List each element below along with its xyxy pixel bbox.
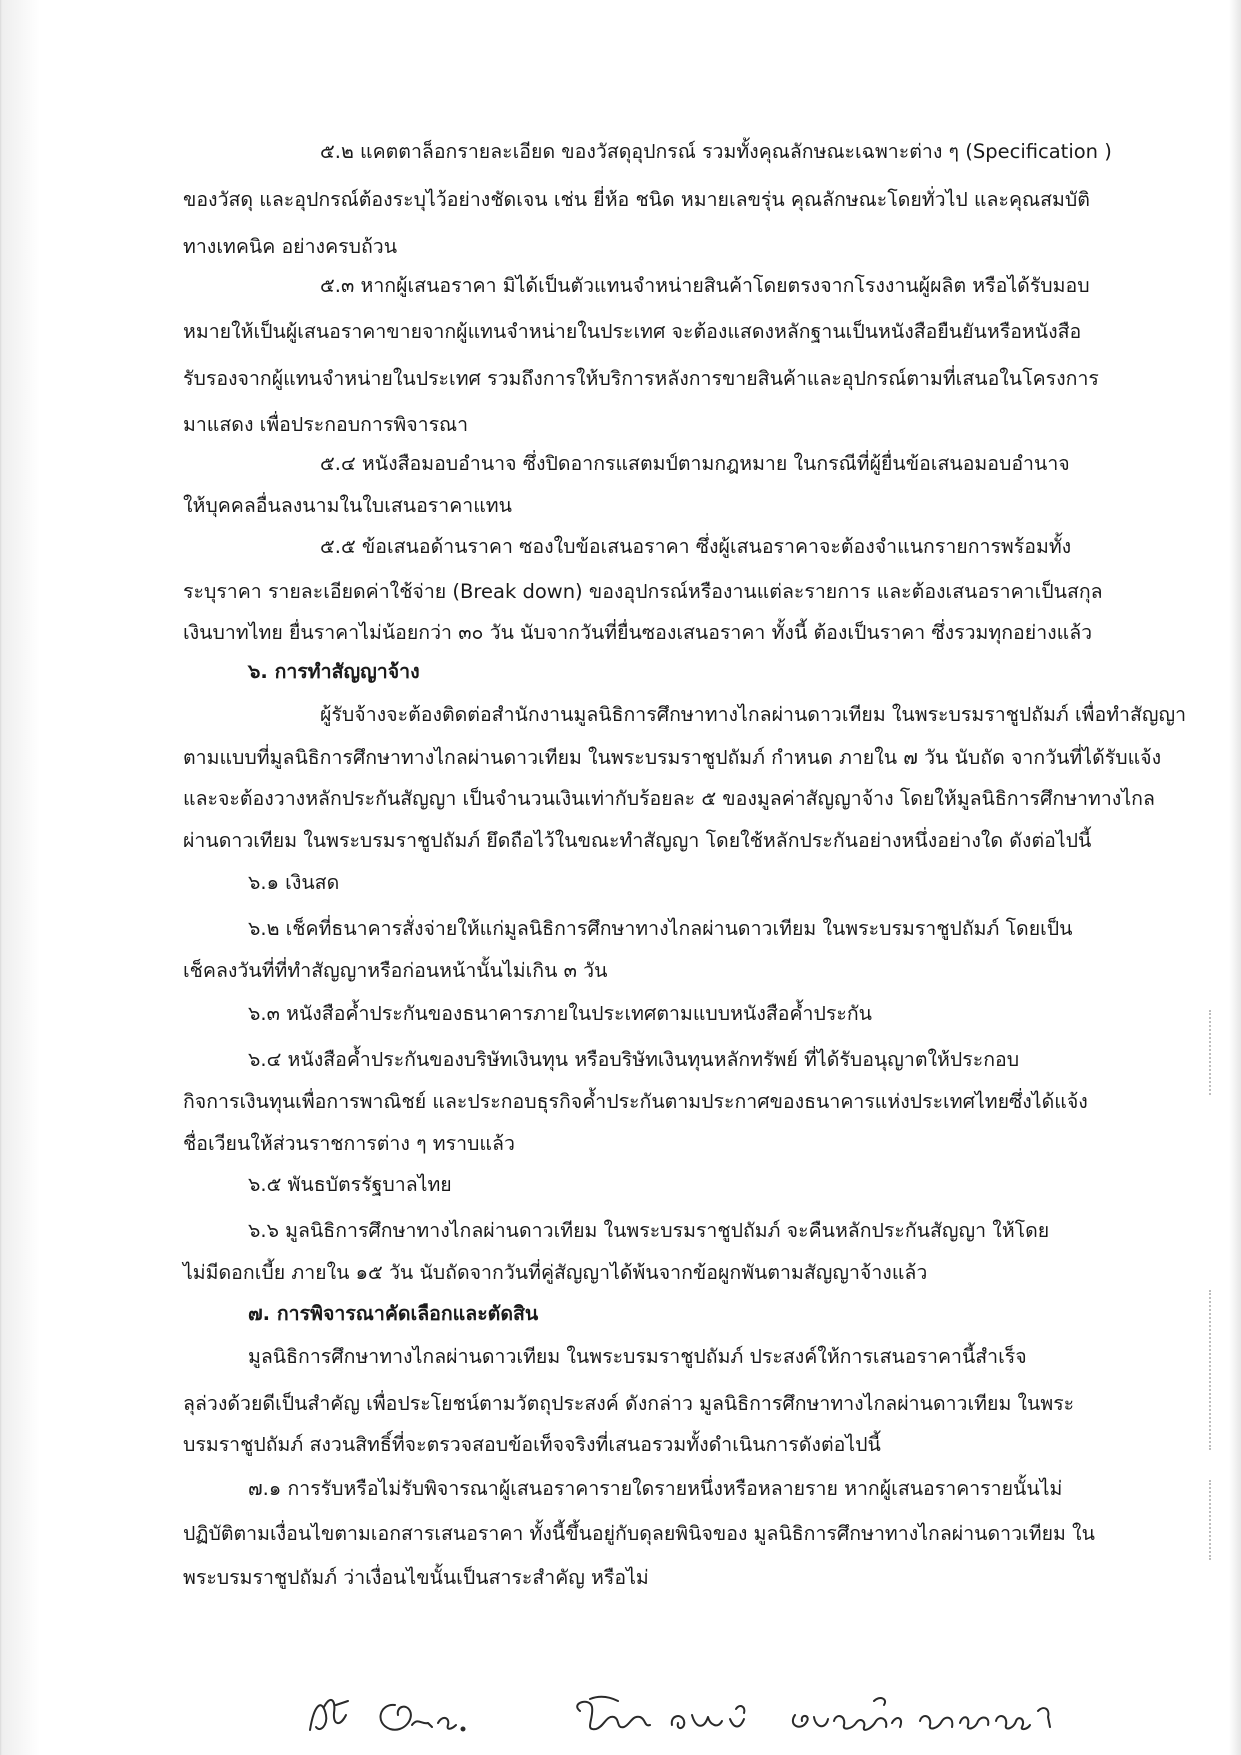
text-line: ผู้รับจ้างจะต้องติดต่อสำนักงานมูลนิธิการศึกษาทางไกลผ่านดาวเทียม ในพระบรมราชูปถัมภ์ เพื่อทำสัญญา xyxy=(320,703,1187,726)
signature-mark xyxy=(793,1698,901,1730)
signatures-drawing xyxy=(300,1685,1200,1745)
text-line: ๖.๒ เช็คที่ธนาคารสั่งจ่ายให้แก่มูลนิธิการศึกษาทางไกลผ่านดาวเทียม ในพระบรมราชูปถัมภ์ โดยเป็น xyxy=(248,917,1073,940)
text-line: หมายให้เป็นผู้เสนอราคาขายจากผู้แทนจำหน่ายในประเทศ จะต้องแสดงหลักฐานเป็นหนังสือยืนยันหรือหนังสือ xyxy=(183,320,1082,343)
text-line: ชื่อเวียนให้ส่วนราชการต่าง ๆ ทราบแล้ว xyxy=(183,1132,515,1155)
text-line: ลุล่วงด้วยดีเป็นสำคัญ เพื่อประโยชน์ตามวัตถุประสงค์ ดังกล่าว มูลนิธิการศึกษาทางไกลผ่านดาวเทียม ในพระ xyxy=(183,1392,1075,1415)
text-line: ๕.๒ แคตตาล็อกรายละเอียด ของวัสดุอุปกรณ์ รวมทั้งคุณลักษณะเฉพาะต่าง ๆ (Specification ) xyxy=(320,140,1112,163)
signature-mark xyxy=(310,1700,348,1730)
text-line: กิจการเงินทุนเพื่อการพาณิชย์ และประกอบธุรกิจค้ำประกันตามประกาศของธนาคารแห่งประเทศไทยซึ่งได้แจ้ง xyxy=(183,1090,1088,1113)
text-line: ของวัสดุ และอุปกรณ์ต้องระบุไว้อย่างชัดเจน เช่น ยี่ห้อ ชนิด หมายเลขรุ่น คุณลักษณะโดยทั่วไป และคุณสมบัติ xyxy=(183,188,1090,211)
text-line: ทางเทคนิค อย่างครบถ้วน xyxy=(183,235,398,258)
text-line: ๖.๕ พันธบัตรรัฐบาลไทย xyxy=(248,1173,452,1196)
section-heading: ๗. การพิจารณาคัดเลือกและตัดสิน xyxy=(248,1302,539,1325)
text-line: เช็คลงวันที่ที่ทำสัญญาหรือก่อนหน้านั้นไม่เกิน ๓ วัน xyxy=(183,959,608,982)
signature-mark xyxy=(672,1706,745,1728)
text-line: ๖.๓ หนังสือค้ำประกันของธนาคารภายในประเทศตามแบบหนังสือค้ำประกัน xyxy=(248,1002,872,1025)
text-line: ผ่านดาวเทียม ในพระบรมราชูปถัมภ์ ยึดถือไว้ในขณะทำสัญญา โดยใช้หลักประกันอย่างหนึ่งอย่างใด ดังต่อไปนี้ xyxy=(183,829,1092,852)
signature-mark xyxy=(462,1728,465,1731)
text-line: และจะต้องวางหลักประกันสัญญา เป็นจำนวนเงินเท่ากับร้อยละ ๕ ของมูลค่าสัญญาจ้าง โดยให้มูลนิธิการศึกษาทางไกล xyxy=(183,787,1155,810)
text-line: ๕.๕ ข้อเสนอด้านราคา ซองใบข้อเสนอราคา ซึ่งผู้เสนอราคาจะต้องจำแนกรายการพร้อมทั้ง xyxy=(320,535,1072,558)
text-line: เงินบาทไทย ยื่นราคาไม่น้อยกว่า ๓๐ วัน นับจากวันที่ยื่นซองเสนอราคา ทั้งนี้ ต้องเป็นราคา ซึ่งรวมทุกอย่างแล้ว xyxy=(183,621,1093,644)
text-line: มูลนิธิการศึกษาทางไกลผ่านดาวเทียม ในพระบรมราชูปถัมภ์ ประสงค์ให้การเสนอราคานี้สำเร็จ xyxy=(248,1345,1027,1368)
text-line: พระบรมราชูปถัมภ์ ว่าเงื่อนไขนั้นเป็นสาระสำคัญ หรือไม่ xyxy=(183,1566,649,1589)
text-line: ๕.๓ หากผู้เสนอราคา มิได้เป็นตัวแทนจำหน่ายสินค้าโดยตรงจากโรงงานผู้ผลิต หรือได้รับมอบ xyxy=(320,274,1090,297)
text-line: ๖.๑ เงินสด xyxy=(248,871,340,894)
scan-edge-left xyxy=(0,0,44,1755)
signature-mark xyxy=(381,1705,456,1730)
text-line: บรมราชูปถัมภ์ สงวนสิทธิ์ที่จะตรวจสอบข้อเท็จจริงที่เสนอรวมทั้งดำเนินการดังต่อไปนี้ xyxy=(183,1433,881,1456)
text-line: มาแสดง เพื่อประกอบการพิจารณา xyxy=(183,413,469,436)
section-heading: ๖. การทำสัญญาจ้าง xyxy=(248,660,420,683)
text-line: รับรองจากผู้แทนจำหน่ายในประเทศ รวมถึงการให้บริการหลังการขายสินค้าและอุปกรณ์ตามที่เสนอในโครงการ xyxy=(183,367,1099,390)
text-line: ระบุราคา รายละเอียดค่าใช้จ่าย (Break down) ของอุปกรณ์หรืองานแต่ละรายการ และต้องเสนอราคาเป็นสกุล xyxy=(183,580,1103,603)
text-line: ๖.๖ มูลนิธิการศึกษาทางไกลผ่านดาวเทียม ในพระบรมราชูปถัมภ์ จะคืนหลักประกันสัญญา ให้โดย xyxy=(248,1219,1050,1242)
signature-mark xyxy=(920,1708,1050,1729)
signature-mark xyxy=(577,1697,650,1729)
text-line: ๕.๔ หนังสือมอบอำนาจ ซึ่งปิดอากรแสตมป์ตามกฎหมาย ในกรณีที่ผู้ยื่นข้อเสนอมอบอำนาจ xyxy=(320,452,1070,475)
text-line: ปฏิบัติตามเงื่อนไขตามเอกสารเสนอราคา ทั้งนี้ขึ้นอยู่กับดุลยพินิจของ มูลนิธิการศึกษาทางไกลผ่านดาวเทียม ใน xyxy=(183,1522,1095,1545)
text-line: ๗.๑ การรับหรือไม่รับพิจารณาผู้เสนอราคารายใดรายหนึ่งหรือหลายราย หากผู้เสนอราคารายนั้นไม่ xyxy=(248,1477,1063,1500)
text-line: ตามแบบที่มูลนิธิการศึกษาทางไกลผ่านดาวเทียม ในพระบรมราชูปถัมภ์ กำหนด ภายใน ๗ วัน นับถัด จากวันที่ได้รับแจ้ง xyxy=(183,746,1162,769)
text-line: ๖.๔ หนังสือค้ำประกันของบริษัทเงินทุน หรือบริษัทเงินทุนหลักทรัพย์ ที่ได้รับอนุญาตให้ประกอบ xyxy=(248,1048,1020,1071)
text-line: ไม่มีดอกเบี้ย ภายใน ๑๕ วัน นับถัดจากวันที่คู่สัญญาได้พ้นจากข้อผูกพันตามสัญญาจ้างแล้ว xyxy=(183,1261,928,1284)
signature-area xyxy=(300,1685,1200,1745)
text-line: ให้บุคคลอื่นลงนามในใบเสนอราคาแทน xyxy=(183,494,512,517)
